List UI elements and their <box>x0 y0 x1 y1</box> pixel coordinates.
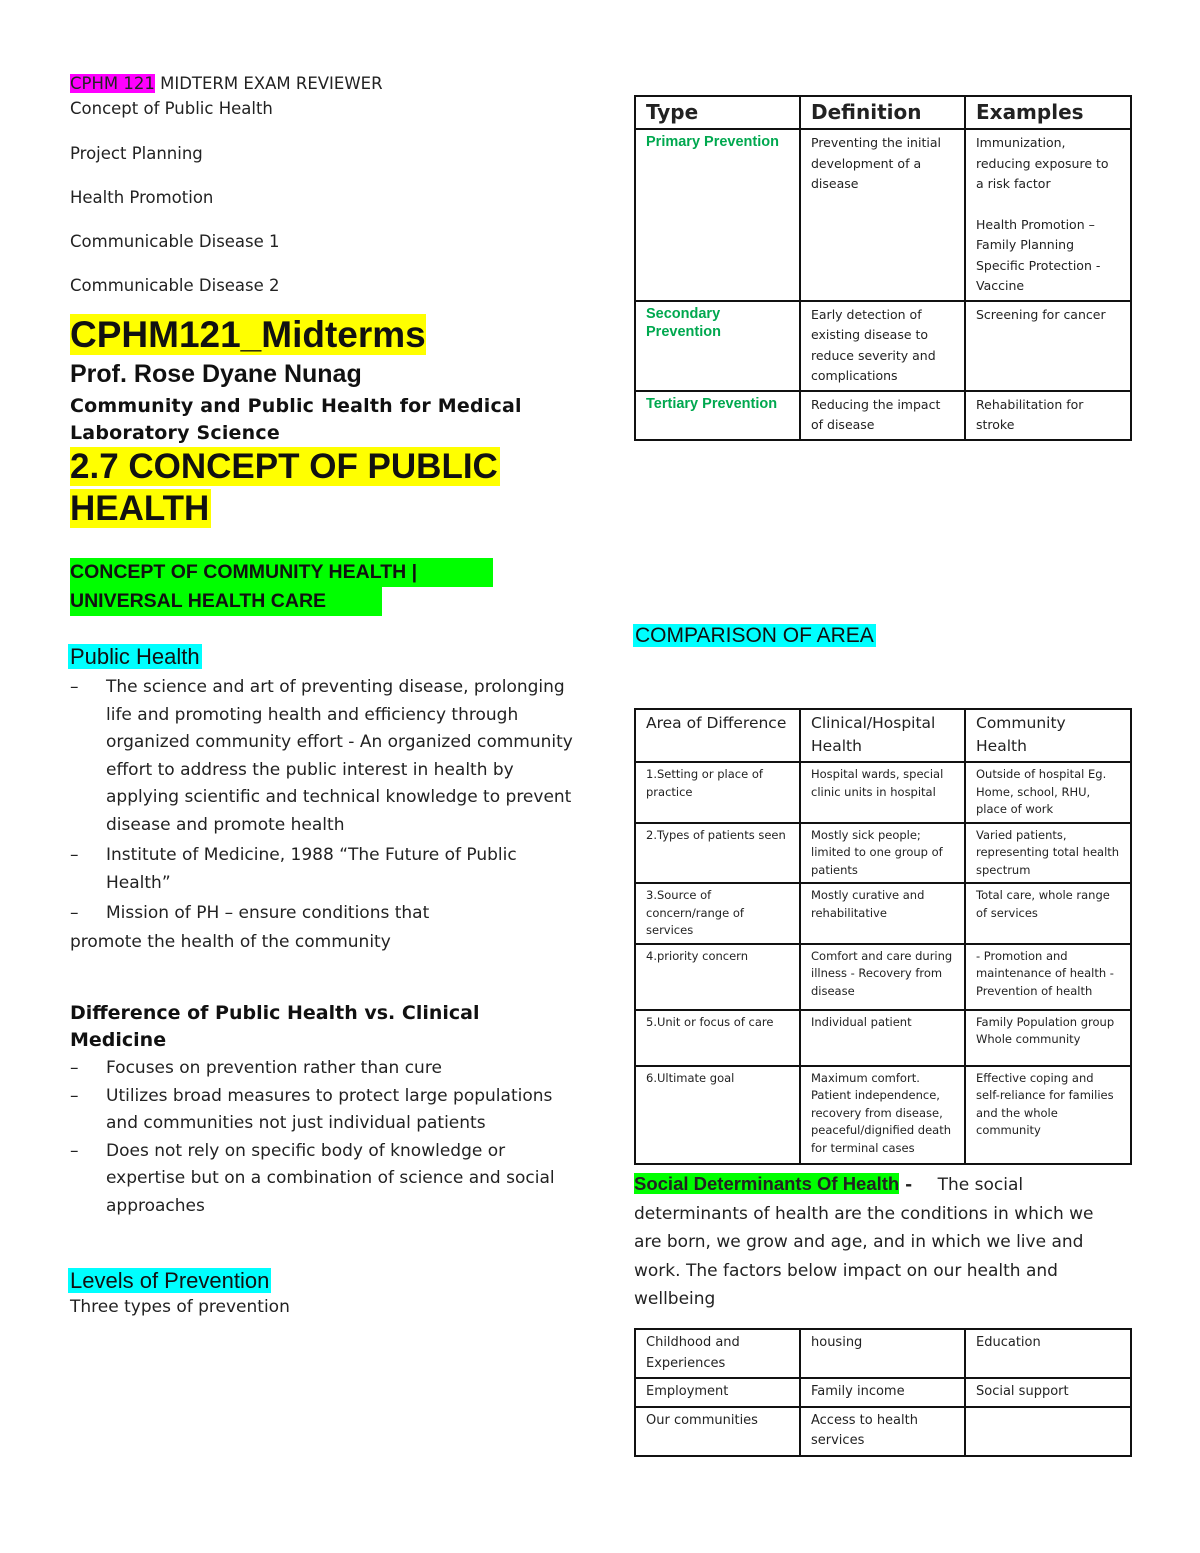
prevention-examples <box>965 129 1131 301</box>
subsection-heading <box>70 558 493 616</box>
list-item <box>70 1055 575 1083</box>
section-heading-line: 2.7 CONCEPT OF PUBLIC <box>70 447 498 486</box>
table-row <box>635 129 1131 301</box>
prevention-definition: Early detection of existing disease to reduce severity and complications <box>800 301 965 391</box>
table-row <box>635 1329 1131 1378</box>
table-row <box>635 301 1131 391</box>
prevention-type: Tertiary Prevention <box>635 391 800 440</box>
course-name-line: Community and Public Health for Medical <box>70 395 522 417</box>
dash-bullet: – <box>70 1058 79 1078</box>
toc-item: Health Promotion <box>70 188 214 207</box>
sdh-dash: - <box>899 1175 913 1195</box>
table-row <box>635 762 1131 823</box>
difference-heading <box>70 1000 479 1054</box>
table-header-cell: Community Health <box>965 709 1131 762</box>
table-cell: 2.Types of patients seen <box>635 823 800 884</box>
table-cell: 4.priority concern <box>635 944 800 1010</box>
table-header-cell: Examples <box>965 96 1131 129</box>
difference-heading-line: Difference of Public Health vs. Clinical <box>70 1002 480 1024</box>
list-item <box>70 674 575 839</box>
table-cell: Mostly sick people; limited to one group of patients <box>800 823 965 884</box>
prevention-examples: Rehabilitation for stroke <box>965 391 1131 440</box>
toc-item: Concept of Public Health <box>70 99 273 118</box>
table-cell: Social support <box>965 1378 1131 1407</box>
table-cell: 1.Setting or place of practice <box>635 762 800 823</box>
table-cell: Family income <box>800 1378 965 1407</box>
table-row <box>635 1066 1131 1164</box>
prevention-type: Primary Prevention <box>635 129 800 301</box>
dash-bullet: – <box>70 677 79 697</box>
table-cell: Family Population group Whole community <box>965 1010 1131 1066</box>
table-cell: housing <box>800 1329 965 1378</box>
course-name-line: Laboratory Science <box>70 422 280 444</box>
examples-text: Immunization, reducing exposure to a risk factor <box>976 135 1109 191</box>
prevention-table <box>634 95 1132 441</box>
list-item <box>70 1138 575 1221</box>
section-heading-line: HEALTH <box>70 489 210 528</box>
table-cell: Access to health services <box>800 1407 965 1456</box>
table-header-cell: Type <box>635 96 800 129</box>
sdh-heading: Social Determinants Of Health <box>634 1173 900 1194</box>
difference-heading-line: Medicine <box>70 1029 167 1051</box>
list-item-text: The science and art of preventing disease, prolonging life and promoting health and efficiency through organized community effort - An organized community effort to address the public interest in health by applying scientific and technical knowledge to prevent disease and promote health <box>106 677 573 835</box>
table-cell: Maximum comfort. Patient independence, recovery from disease, peaceful/dignified death for terminal cases <box>800 1066 965 1164</box>
table-cell: Varied patients, representing total health spectrum <box>965 823 1131 884</box>
toc-item: Communicable Disease 2 <box>70 276 280 295</box>
table-cell: Individual patient <box>800 1010 965 1066</box>
document-title-text: CPHM121_Midterms <box>70 314 426 355</box>
table-cell: Employment <box>635 1378 800 1407</box>
table-row <box>635 391 1131 440</box>
list-item-text: Mission of PH – ensure conditions that <box>106 903 430 923</box>
section-heading <box>70 446 500 530</box>
professor-name: Prof. Rose Dyane Nunag <box>70 360 362 388</box>
examples-text: Health Promotion – Family Planning Specific Protection - Vaccine <box>976 216 1101 293</box>
prevention-definition: Reducing the impact of disease <box>800 391 965 440</box>
list-item <box>70 900 575 928</box>
table-header-cell: Definition <box>800 96 965 129</box>
subsection-heading-line: UNIVERSAL HEALTH CARE <box>70 587 382 616</box>
table-cell: Total care, whole range of services <box>965 883 1131 944</box>
table-header-row <box>635 96 1131 129</box>
table-cell: Education <box>965 1329 1131 1378</box>
document-title <box>70 312 426 358</box>
comparison-heading-text: COMPARISON OF AREA <box>635 624 874 647</box>
subsection-heading-line: CONCEPT OF COMMUNITY HEALTH | <box>70 558 493 587</box>
levels-heading <box>68 1266 271 1295</box>
list-continuation: promote the health of the community <box>70 932 391 952</box>
table-cell: 5.Unit or focus of care <box>635 1010 800 1066</box>
table-header-row <box>635 709 1131 762</box>
levels-text: Three types of prevention <box>70 1297 290 1317</box>
public-health-list <box>70 674 575 928</box>
levels-heading-text: Levels of Prevention <box>70 1268 270 1293</box>
list-item <box>70 842 575 897</box>
dash-bullet: – <box>70 1140 79 1161</box>
table-cell: Comfort and care during illness - Recovery from disease <box>800 944 965 1010</box>
list-item-text: Institute of Medicine, 1988 “The Future of Public Health” <box>106 845 517 893</box>
list-item-text: Does not rely on specific body of knowledge or expertise but on a combination of science and social approaches <box>106 1140 555 1216</box>
table-row <box>635 823 1131 884</box>
list-item-text: Utilizes broad measures to protect large populations and communities not just individual patients <box>106 1085 553 1133</box>
table-header-cell: Clinical/Hospital Health <box>800 709 965 762</box>
sdh-table <box>634 1328 1132 1457</box>
sdh-text: determinants of health are the conditions in which we are born, we grow and age, and in which we live and work. The factors below impact on our health and wellbeing <box>634 1203 1094 1309</box>
difference-list <box>70 1055 575 1220</box>
table-cell: Mostly curative and rehabilitative <box>800 883 965 944</box>
sdh-paragraph <box>634 1170 1104 1314</box>
public-health-heading-text: Public Health <box>70 644 200 669</box>
table-row <box>635 944 1131 1010</box>
exam-header-text: MIDTERM EXAM REVIEWER <box>154 74 383 93</box>
list-item <box>70 1083 575 1138</box>
course-name <box>70 393 522 447</box>
comparison-table <box>634 708 1132 1165</box>
course-code-highlight: CPHM 121 <box>70 74 155 93</box>
table-row <box>635 1407 1131 1456</box>
table-cell: Hospital wards, special clinic units in hospital <box>800 762 965 823</box>
dash-bullet: – <box>70 903 79 923</box>
table-cell: 6.Ultimate goal <box>635 1066 800 1164</box>
table-cell: Outside of hospital Eg. Home, school, RHU, place of work <box>965 762 1131 823</box>
table-row <box>635 1378 1131 1407</box>
table-cell: - Promotion and maintenance of health - Prevention of health <box>965 944 1131 1010</box>
table-cell: Our communities <box>635 1407 800 1456</box>
table-row <box>635 1010 1131 1066</box>
table-cell: Childhood and Experiences <box>635 1329 800 1378</box>
table-cell: Effective coping and self-reliance for families and the whole community <box>965 1066 1131 1164</box>
sdh-text: The social <box>937 1175 1024 1195</box>
public-health-heading <box>68 642 202 671</box>
table-cell <box>965 1407 1131 1456</box>
exam-header <box>70 74 383 93</box>
prevention-definition: Preventing the initial development of a disease <box>800 129 965 301</box>
table-header-cell: Area of Difference <box>635 709 800 762</box>
dash-bullet: – <box>70 1085 79 1106</box>
prevention-examples: Screening for cancer <box>965 301 1131 391</box>
toc-item: Project Planning <box>70 144 203 163</box>
dash-bullet: – <box>70 845 79 865</box>
prevention-type: Secondary Prevention <box>635 301 800 391</box>
toc-item: Communicable Disease 1 <box>70 232 280 251</box>
table-cell: 3.Source of concern/range of services <box>635 883 800 944</box>
table-row <box>635 883 1131 944</box>
list-item-text: Focuses on prevention rather than cure <box>106 1058 442 1078</box>
comparison-heading <box>633 622 876 650</box>
